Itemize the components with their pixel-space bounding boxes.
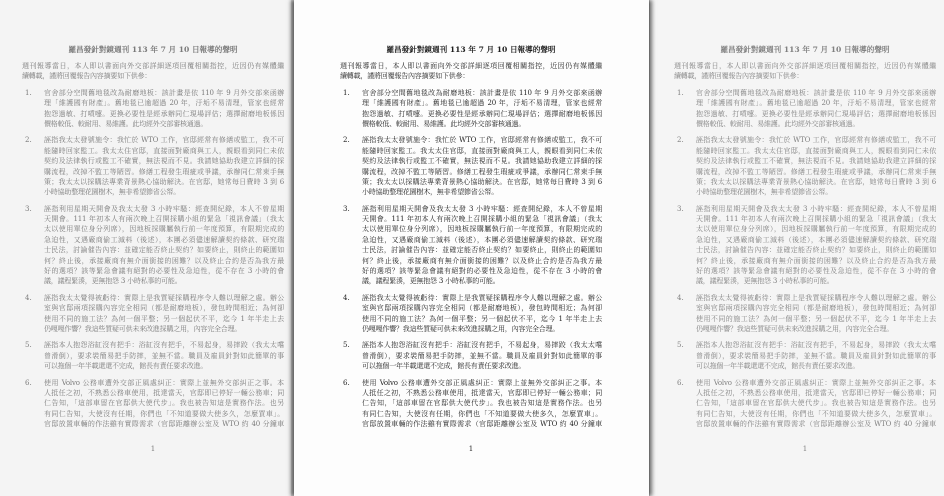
text-line: 曾滑倒），要求裝簡易把手防摔，並無不當。職員及雇員針對如此簡單的事 <box>362 351 602 360</box>
item-number: 5. <box>677 341 684 350</box>
document-title: 羅昌發針對鏡週刊 113 年 7 月 10 日報導的聲明 <box>386 45 556 54</box>
text-line: 能隨時回家監工。我太太住官邸，直接面對廠商與工人，親眼看到同仁未依 <box>44 146 284 155</box>
item-number: 3. <box>343 204 350 213</box>
text-line: 使用不同的施工法？為何一個平整；另一個起伏不平，迄今 1 年半走上去 <box>696 314 936 323</box>
text-line: 誣指本人抱怨浴缸沒有把手：浴缸沒有把手，不易起身，易摔跤（我太太嚐 <box>362 341 602 350</box>
item-body <box>696 135 936 197</box>
text-line: 急迫性，又遇廠商偷工減料（後述），本團必須儘速解讀契約條款、研究瑞 <box>362 235 602 244</box>
text-line: 誣指我太太覺得被虧待：實際上是我質疑採購程序令人難以理解之處。辦公 <box>362 293 602 302</box>
text-line: 能隨時回家監工。我太太住官邸，直接面對廠商與工人，親眼看到同仁未依 <box>696 146 936 155</box>
text-line: 誣指利用星期天開會及我太太發 3 小時牢騷：經查開紀錄，本人不曾星期 <box>44 204 284 213</box>
item-body <box>44 293 284 335</box>
text-line: 議，議程緊湊，更無抱怨 3 小時私事的可能。 <box>696 277 834 286</box>
text-line: 價格較低、較耐用、易維護。此均經外交部審核通過。 <box>696 119 860 128</box>
text-line: 週刊報導當日，本人即以書面向外交部詳細逐項回覆相關指控，近因仍有媒體繼 <box>674 62 936 70</box>
item-number: 3. <box>677 204 684 213</box>
text-line: 有同仁告知，大使沒有任期，你們也「不知道要做大使多久，怎麼買車」。 <box>362 409 602 418</box>
list-item <box>674 135 936 197</box>
item-body <box>362 204 602 287</box>
text-line: 誣指本人抱怨浴缸沒有把手：浴缸沒有把手，不易起身，易摔跤（我太太嚐 <box>696 341 936 350</box>
text-line: 可以拖個一年半載還還不完成，館長有責任要求改進。 <box>362 362 526 371</box>
item-body <box>44 204 284 287</box>
item-number: 4. <box>25 293 32 302</box>
text-line: 有同仁告知，大使沒有任期，你們也「不知道要做大使多久，怎麼買車」。 <box>44 409 284 418</box>
page-number: 1 <box>802 445 808 453</box>
list-item <box>22 135 284 197</box>
item-number: 2. <box>677 136 684 145</box>
text-line: 抱怨過敏、打噴嚏。更換必要性是經承辦同仁現場評估；選擇耐磨地板係因 <box>362 109 602 118</box>
text-line: 小時協助整理花園樹木，無非希望節省公帑。 <box>362 188 498 197</box>
text-line: 好的選項？該等緊急會議有絕對的必要性及急迫性，從不存在 3 小時的會 <box>44 267 284 276</box>
text-line: 使用 Volvo 公務車遭外交部正風處糾正：實際上並無外交部糾正之事。本 <box>44 378 284 387</box>
item-number: 2. <box>343 136 350 145</box>
text-line: 室與官邸兩項採購內容完全相同（都是耐磨地板），發包時間相近；為何卻 <box>696 304 936 313</box>
text-line: 曾滑倒），要求裝簡易把手防摔，並無不當。職員及雇員針對如此簡單的事 <box>44 351 284 360</box>
text-line: 誣指我太太發號施令：我忙於 WTO 工作，官邸經常有修繕或監工，我不可 <box>696 136 936 145</box>
list-item <box>340 135 602 197</box>
text-line: 誣指我太太發號施令：我忙於 WTO 工作，官邸經常有修繕或監工，我不可 <box>362 136 602 145</box>
document-left <box>22 0 284 496</box>
text-line: 仍嘎嘎作響？我這些質疑可供未來改進採購之用，內容完全合理。 <box>362 324 560 333</box>
text-line: 契約及法律執行或監工不確實，無法視而不見。我請她協助我建立詳細的採 <box>696 157 936 166</box>
text-line: 週刊報導當日，本人即以書面向外交部詳細逐項回覆相關指控，近因仍有媒體繼 <box>22 62 284 70</box>
page-number: 1 <box>150 445 156 453</box>
item-body <box>362 135 602 197</box>
item-number: 1. <box>677 88 684 97</box>
text-line: 抱怨過敏、打噴嚏。更換必要性是經承辦同仁現場評估；選擇耐磨地板係因 <box>696 109 936 118</box>
text-line: 理「維護國有財產」。舊地毯已逾超過 20 年，汙垢不易清理，管家也經常 <box>696 99 936 108</box>
item-number: 6. <box>343 378 350 387</box>
item-number: 4. <box>343 293 350 302</box>
text-line: 官邸放置車輛的作法雖有實際需求（官邸距離辦公室及 WTO 約 40 分鐘車 <box>362 420 602 429</box>
text-line: 價格較低、較耐用、易維護。此均經外交部審核通過。 <box>44 119 208 128</box>
text-line: 人抵任之初，不熟悉公務車使用，抵達當天，官邸即已停好一輛公務車；同 <box>696 388 936 397</box>
text-line: 何？終止後，承接廠商有無介面銜接的困難？以及終止合約是否為我方最 <box>362 256 602 265</box>
text-line: 急迫性，又遇廠商偷工減料（後述），本團必須儘速解讀契約條款、研究瑞 <box>696 235 936 244</box>
text-line: 可以拖個一年半載還還不完成，館長有責任要求改進。 <box>696 362 860 371</box>
list-item <box>340 340 602 371</box>
page-left <box>0 0 291 496</box>
list-item <box>674 88 936 130</box>
text-line: 仁告知，「這部車留在官邸供大使代步」。我也被告知這是實務作法。也另 <box>362 399 602 408</box>
text-line: 官舍部分空間舊地毯改為耐磨地板：該計畫是依 110 年 9 月外交部來函辦 <box>44 88 284 97</box>
document-title: 羅昌發針對鏡週刊 113 年 7 月 10 日報導的聲明 <box>68 45 238 54</box>
text-line: 誣指本人抱怨浴缸沒有把手：浴缸沒有把手，不易起身，易摔跤（我太太嚐 <box>44 341 284 350</box>
text-line: 天開會。111 年初本人有兩次晚上召開採購小組的緊急「視訊會議」（我太 <box>696 215 936 224</box>
item-body <box>696 88 936 130</box>
text-line: 何？終止後，承接廠商有無介面銜接的困難？以及終止合約是否為我方最 <box>696 256 936 265</box>
text-line: 太以使用單位身分列席），因地板採購屬執行前一年度預算，有限期完成的 <box>44 225 284 234</box>
item-body <box>696 204 936 287</box>
text-line: 契約及法律執行或監工不確實，無法視而不見。我請她協助我建立詳細的採 <box>362 157 602 166</box>
text-line: 理「維護國有財產」。舊地毯已逾超過 20 年，汙垢不易清理，管家也經常 <box>44 99 284 108</box>
text-line: 官邸放置車輛的作法雖有實際需求（官邸距離辦公室及 WTO 約 40 分鐘車 <box>44 420 284 429</box>
text-line: 仁告知，「這部車留在官邸供大使代步」。我也被告知這是實務作法。也另 <box>44 399 284 408</box>
item-number: 5. <box>25 341 32 350</box>
text-line: 續轉載，謹將回覆報告內容摘要如下供參： <box>22 72 152 81</box>
document-center <box>340 0 602 496</box>
text-line: 誣指我太太覺得被虧待：實際上是我質疑採購程序令人難以理解之處。辦公 <box>44 293 284 302</box>
text-line: 購流程，改掉不監工等陋習。修繕工程發生瑕疵或爭議，承辦同仁常束手無 <box>362 167 602 176</box>
list-item <box>340 88 602 130</box>
text-line: 抱怨過敏、打噴嚏。更換必要性是經承辦同仁現場評估；選擇耐磨地板係因 <box>44 109 284 118</box>
text-line: 室與官邸兩項採購內容完全相同（都是耐磨地板），發包時間相近；為何卻 <box>44 304 284 313</box>
text-line: 使用 Volvo 公務車遭外交部正風處糾正：實際上並無外交部糾正之事。本 <box>696 378 936 387</box>
text-line: 誣指我太太覺得被虧待：實際上是我質疑採購程序令人難以理解之處。辦公 <box>696 293 936 302</box>
list-item <box>22 88 284 130</box>
text-line: 仍嘎嘎作響？我這些質疑可供未來改進採購之用，內容完全合理。 <box>44 324 242 333</box>
text-line: 策；我太太以採購法專業背景熱心協助解決。在官邸，她常每日費時 3 到 6 <box>696 177 936 186</box>
text-line: 仁告知，「這部車留在官邸供大使代步」。我也被告知這是實務作法。也另 <box>696 399 936 408</box>
text-line: 急迫性，又遇廠商偷工減料（後述），本團必須儘速解讀契約條款、研究瑞 <box>44 235 284 244</box>
text-line: 官舍部分空間舊地毯改為耐磨地板：該計畫是依 110 年 9 月外交部來函辦 <box>696 88 936 97</box>
item-body <box>696 293 936 335</box>
list-item <box>340 204 602 287</box>
item-number: 1. <box>25 88 32 97</box>
item-number: 1. <box>343 88 350 97</box>
intro-paragraph <box>22 61 284 82</box>
item-body <box>44 135 284 197</box>
page-right <box>650 0 944 496</box>
text-line: 續轉載，謹將回覆報告內容摘要如下供參： <box>340 72 470 81</box>
list-item <box>674 378 936 430</box>
text-line: 使用 Volvo 公務車遭外交部正風處糾正：實際上並無外交部糾正之事。本 <box>362 378 602 387</box>
text-line: 天開會。111 年初本人有兩次晚上召開採購小組的緊急「視訊會議」（我太 <box>362 215 602 224</box>
text-line: 價格較低、較耐用、易維護。此均經外交部審核通過。 <box>362 119 526 128</box>
document-body <box>22 61 284 430</box>
document-title: 羅昌發針對鏡週刊 113 年 7 月 10 日報導的聲明 <box>720 45 890 54</box>
text-line: 官舍部分空間舊地毯改為耐磨地板：該計畫是依 110 年 9 月外交部來函辦 <box>362 88 602 97</box>
text-line: 士民法，討論催告內容：並確定能否終止契約？如要終止，則終止的範圍如 <box>362 246 602 255</box>
intro-paragraph <box>674 61 936 82</box>
text-line: 士民法，討論催告內容：並確定能否終止契約？如要終止，則終止的範圍如 <box>696 246 936 255</box>
text-line: 仍嘎嘎作響？我這些質疑可供未來改進採購之用，內容完全合理。 <box>696 324 894 333</box>
text-line: 理「維護國有財產」。舊地毯已逾超過 20 年，汙垢不易清理，管家也經常 <box>362 99 602 108</box>
item-body <box>362 293 602 335</box>
text-line: 策；我太太以採購法專業背景熱心協助解決。在官邸，她常每日費時 3 到 6 <box>44 177 284 186</box>
text-line: 能隨時回家監工。我太太住官邸，直接面對廠商與工人，親眼看到同仁未依 <box>362 146 602 155</box>
list-item <box>22 378 284 430</box>
text-line: 人抵任之初，不熟悉公務車使用，抵達當天，官邸即已停好一輛公務車；同 <box>362 388 602 397</box>
text-line: 購流程，改掉不監工等陋習。修繕工程發生瑕疵或爭議，承辦同仁常束手無 <box>44 167 284 176</box>
text-line: 小時協助整理花園樹木，無非希望節省公帑。 <box>696 188 832 197</box>
item-body <box>362 88 602 130</box>
text-line: 好的選項？該等緊急會議有絕對的必要性及急迫性，從不存在 3 小時的會 <box>362 267 602 276</box>
text-line: 官邸放置車輛的作法雖有實際需求（官邸距離辦公室及 WTO 約 40 分鐘車 <box>696 420 936 429</box>
text-line: 議，議程緊湊，更無抱怨 3 小時私事的可能。 <box>44 277 182 286</box>
document-body <box>674 61 936 430</box>
text-line: 室與官邸兩項採購內容完全相同（都是耐磨地板），發包時間相近；為何卻 <box>362 304 602 313</box>
text-line: 太以使用單位身分列席），因地板採購屬執行前一年度預算，有限期完成的 <box>696 225 936 234</box>
text-line: 契約及法律執行或監工不確實，無法視而不見。我請她協助我建立詳細的採 <box>44 157 284 166</box>
text-line: 議，議程緊湊，更無抱怨 3 小時私事的可能。 <box>362 277 500 286</box>
item-number: 3. <box>25 204 32 213</box>
list-item <box>674 293 936 335</box>
list-item <box>674 204 936 287</box>
text-line: 使用不同的施工法？為何一個平整；另一個起伏不平，迄今 1 年半走上去 <box>44 314 284 323</box>
item-body <box>696 340 936 371</box>
text-line: 好的選項？該等緊急會議有絕對的必要性及急迫性，從不存在 3 小時的會 <box>696 267 936 276</box>
list-item <box>340 378 602 430</box>
list-item <box>22 204 284 287</box>
item-body <box>44 378 284 430</box>
text-line: 誣指我太太發號施令：我忙於 WTO 工作，官邸經常有修繕或監工，我不可 <box>44 136 284 145</box>
list-item <box>22 340 284 371</box>
item-body <box>362 340 602 371</box>
page-number: 1 <box>468 445 474 453</box>
text-line: 有同仁告知，大使沒有任期，你們也「不知道要做大使多久，怎麼買車」。 <box>696 409 936 418</box>
text-line: 策；我太太以採購法專業背景熱心協助解決。在官邸，她常每日費時 3 到 6 <box>362 177 602 186</box>
item-body <box>362 378 602 430</box>
text-line: 何？終止後，承接廠商有無介面銜接的困難？以及終止合約是否為我方最 <box>44 256 284 265</box>
text-line: 太以使用單位身分列席），因地板採購屬執行前一年度預算，有限期完成的 <box>362 225 602 234</box>
text-line: 購流程，改掉不監工等陋習。修繕工程發生瑕疵或爭議，承辦同仁常束手無 <box>696 167 936 176</box>
item-body <box>696 378 936 430</box>
text-line: 使用不同的施工法？為何一個平整；另一個起伏不平，迄今 1 年半走上去 <box>362 314 602 323</box>
page-center <box>294 0 649 496</box>
list-item <box>674 340 936 371</box>
item-number: 2. <box>25 136 32 145</box>
text-line: 士民法，討論催告內容：並確定能否終止契約？如要終止，則終止的範圍如 <box>44 246 284 255</box>
document-body <box>340 61 602 430</box>
item-number: 4. <box>677 293 684 302</box>
text-line: 天開會。111 年初本人有兩次晚上召開採購小組的緊急「視訊會議」（我太 <box>44 215 284 224</box>
list-item <box>22 293 284 335</box>
text-line: 可以拖個一年半載還還不完成，館長有責任要求改進。 <box>44 362 208 371</box>
intro-paragraph <box>340 61 602 82</box>
item-number: 5. <box>343 341 350 350</box>
list-item <box>340 293 602 335</box>
document-right <box>674 0 936 496</box>
text-line: 週刊報導當日，本人即以書面向外交部詳細逐項回覆相關指控，近因仍有媒體繼 <box>340 62 602 70</box>
item-number: 6. <box>25 378 32 387</box>
item-body <box>44 88 284 130</box>
item-number: 6. <box>677 378 684 387</box>
text-line: 誣指利用星期天開會及我太太發 3 小時牢騷：經查開紀錄，本人不曾星期 <box>696 204 936 213</box>
text-line: 續轉載，謹將回覆報告內容摘要如下供參： <box>674 72 804 81</box>
text-line: 人抵任之初，不熟悉公務車使用，抵達當天，官邸即已停好一輛公務車；同 <box>44 388 284 397</box>
item-body <box>44 340 284 371</box>
text-line: 誣指利用星期天開會及我太太發 3 小時牢騷：經查開紀錄，本人不曾星期 <box>362 204 602 213</box>
text-line: 曾滑倒），要求裝簡易把手防摔，並無不當。職員及雇員針對如此簡單的事 <box>696 351 936 360</box>
text-line: 小時協助整理花園樹木，無非希望節省公帑。 <box>44 188 180 197</box>
